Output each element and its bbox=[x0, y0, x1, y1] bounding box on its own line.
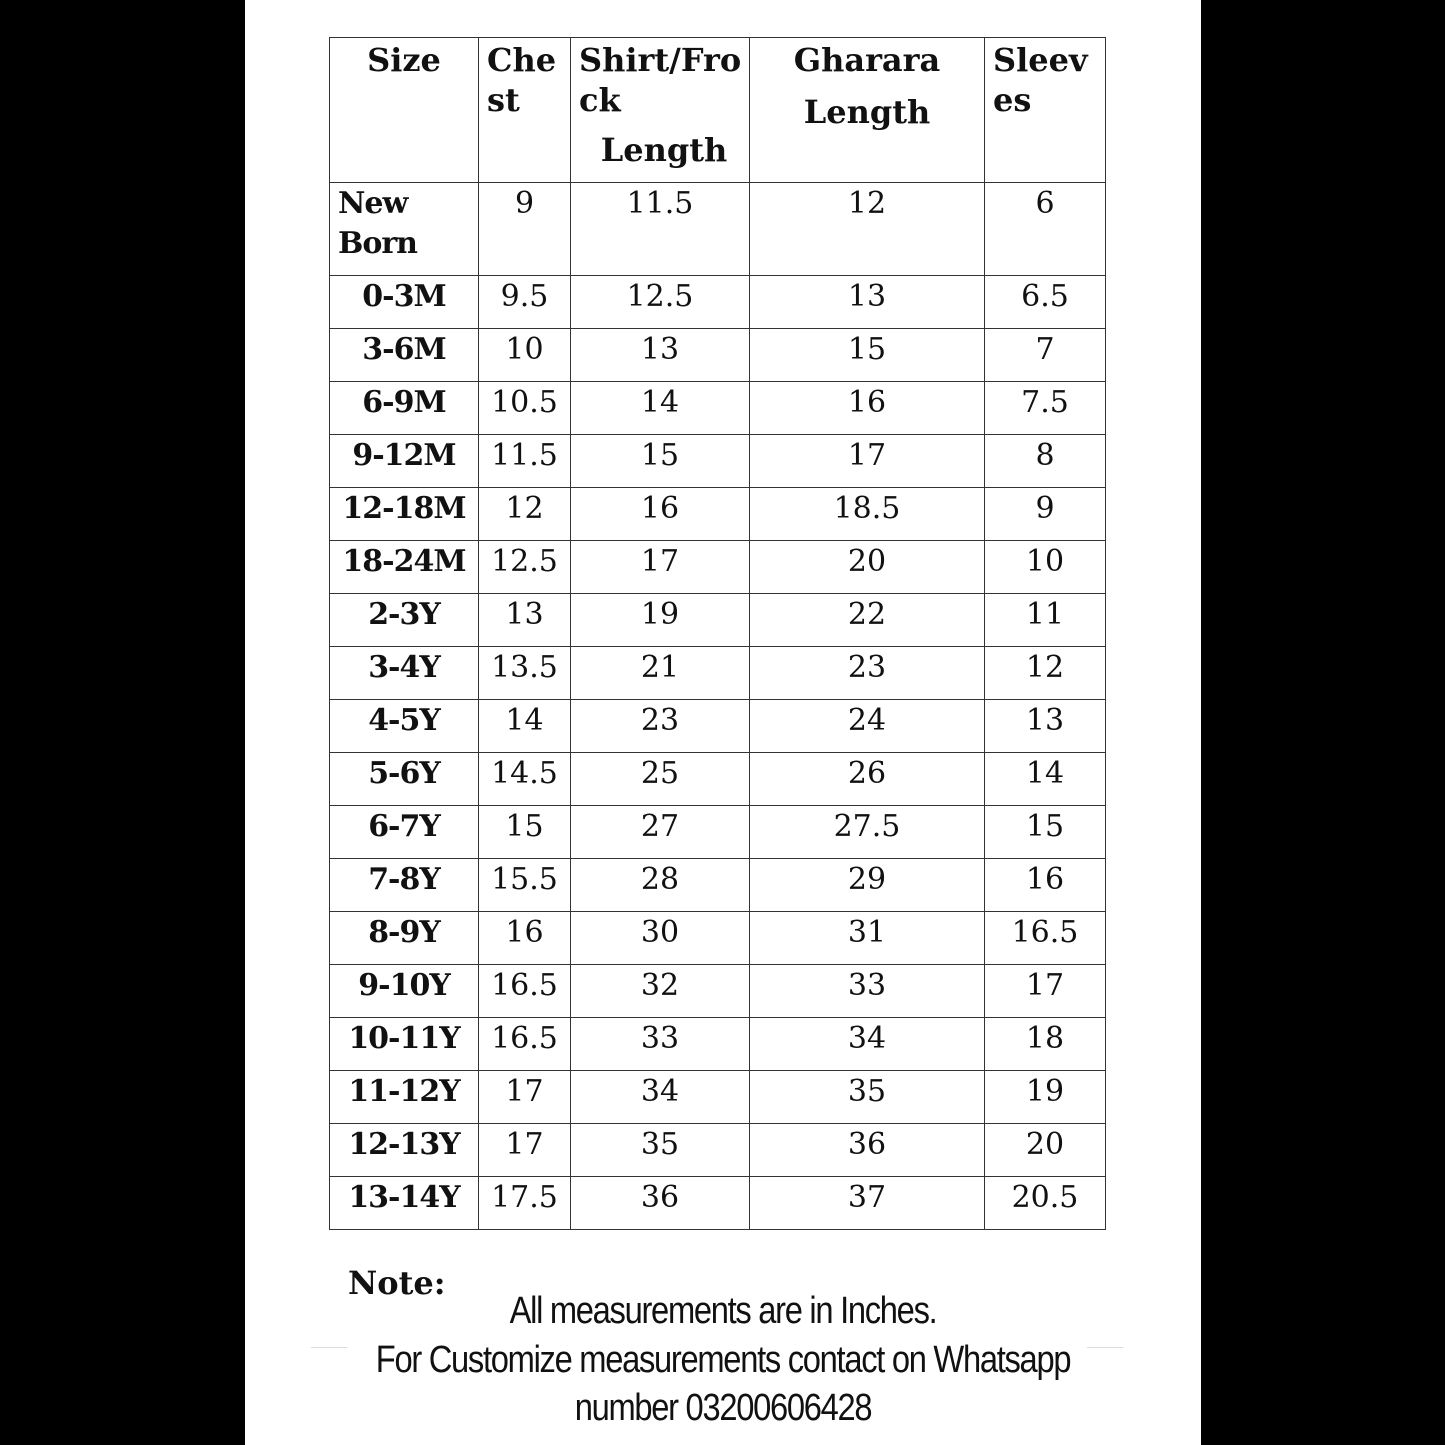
sleeves-cell: 20 bbox=[985, 1124, 1106, 1177]
sleeves-cell: 9 bbox=[985, 488, 1106, 541]
gharara-length-cell: 29 bbox=[750, 859, 985, 912]
chest-cell: 12.5 bbox=[479, 541, 571, 594]
note-line-units: All measurements are in Inches. bbox=[509, 1290, 937, 1332]
table-row bbox=[330, 859, 1106, 912]
chest-cell: 17 bbox=[479, 1124, 571, 1177]
size-cell: 8-9Y bbox=[330, 912, 479, 965]
gharara-length-cell: 26 bbox=[750, 753, 985, 806]
chest-cell: 15 bbox=[479, 806, 571, 859]
table-row bbox=[330, 965, 1106, 1018]
sleeves-cell: 15 bbox=[985, 806, 1106, 859]
sleeves-cell: 11 bbox=[985, 594, 1106, 647]
sleeves-cell: 8 bbox=[985, 435, 1106, 488]
gharara-length-cell: 27.5 bbox=[750, 806, 985, 859]
chest-cell: 17.5 bbox=[479, 1177, 571, 1230]
table-row bbox=[330, 1177, 1106, 1230]
shirt-length-cell: 28 bbox=[571, 859, 750, 912]
size-cell: 9-12M bbox=[330, 435, 479, 488]
sleeves-cell: 16 bbox=[985, 859, 1106, 912]
chest-cell: 17 bbox=[479, 1071, 571, 1124]
shirt-length-cell: 36 bbox=[571, 1177, 750, 1230]
table-row bbox=[330, 488, 1106, 541]
table-row bbox=[330, 700, 1106, 753]
size-cell: 6-7Y bbox=[330, 806, 479, 859]
chest-cell: 15.5 bbox=[479, 859, 571, 912]
size-cell: 12-18M bbox=[330, 488, 479, 541]
table-row bbox=[330, 912, 1106, 965]
chest-cell: 12 bbox=[479, 488, 571, 541]
chest-cell: 13.5 bbox=[479, 647, 571, 700]
size-cell: 4-5Y bbox=[330, 700, 479, 753]
sleeves-cell: 12 bbox=[985, 647, 1106, 700]
shirt-length-cell: 30 bbox=[571, 912, 750, 965]
shirt-length-cell: 35 bbox=[571, 1124, 750, 1177]
shirt-length-cell: 32 bbox=[571, 965, 750, 1018]
table-row bbox=[330, 753, 1106, 806]
sleeves-cell: 18 bbox=[985, 1018, 1106, 1071]
shirt-length-cell: 27 bbox=[571, 806, 750, 859]
table-row bbox=[330, 806, 1106, 859]
size-cell: 9-10Y bbox=[330, 965, 479, 1018]
chest-cell: 9.5 bbox=[479, 276, 571, 329]
chest-cell: 10.5 bbox=[479, 382, 571, 435]
size-cell: 13-14Y bbox=[330, 1177, 479, 1230]
chest-cell: 16.5 bbox=[479, 1018, 571, 1071]
shirt-length-cell: 15 bbox=[571, 435, 750, 488]
shirt-length-cell: 33 bbox=[571, 1018, 750, 1071]
sleeves-cell: 19 bbox=[985, 1071, 1106, 1124]
gharara-length-cell: 12 bbox=[750, 183, 985, 276]
sleeves-cell: 17 bbox=[985, 965, 1106, 1018]
sleeves-cell: 7 bbox=[985, 329, 1106, 382]
size-cell: 7-8Y bbox=[330, 859, 479, 912]
note-line-customize: For Customize measurements contact on Whatsapp bbox=[375, 1339, 1071, 1381]
shirt-length-cell: 34 bbox=[571, 1071, 750, 1124]
table-row bbox=[330, 276, 1106, 329]
table-row bbox=[330, 594, 1106, 647]
chest-cell: 11.5 bbox=[479, 435, 571, 488]
gharara-length-cell: 15 bbox=[750, 329, 985, 382]
sleeves-cell: 13 bbox=[985, 700, 1106, 753]
size-cell: 3-4Y bbox=[330, 647, 479, 700]
header-sleeves: Sleeves bbox=[985, 38, 1106, 183]
gharara-length-cell: 16 bbox=[750, 382, 985, 435]
table-row bbox=[330, 1124, 1106, 1177]
size-cell: 0-3M bbox=[330, 276, 479, 329]
shirt-length-cell: 21 bbox=[571, 647, 750, 700]
gharara-length-cell: 34 bbox=[750, 1018, 985, 1071]
table-row bbox=[330, 1071, 1106, 1124]
shirt-length-cell: 17 bbox=[571, 541, 750, 594]
gharara-length-cell: 35 bbox=[750, 1071, 985, 1124]
chest-cell: 14.5 bbox=[479, 753, 571, 806]
shirt-length-cell: 12.5 bbox=[571, 276, 750, 329]
sleeves-cell: 14 bbox=[985, 753, 1106, 806]
gharara-length-cell: 23 bbox=[750, 647, 985, 700]
gharara-length-cell: 20 bbox=[750, 541, 985, 594]
size-cell: 3-6M bbox=[330, 329, 479, 382]
shirt-length-cell: 19 bbox=[571, 594, 750, 647]
size-cell: 12-13Y bbox=[330, 1124, 479, 1177]
sleeves-cell: 10 bbox=[985, 541, 1106, 594]
gharara-length-cell: 37 bbox=[750, 1177, 985, 1230]
size-cell: 2-3Y bbox=[330, 594, 479, 647]
chest-cell: 10 bbox=[479, 329, 571, 382]
header-chest: Chest bbox=[479, 38, 571, 183]
sleeves-cell: 6.5 bbox=[985, 276, 1106, 329]
table-row bbox=[330, 382, 1106, 435]
note-line-whatsapp-number: number 03200606428 bbox=[574, 1387, 872, 1429]
size-cell: 5-6Y bbox=[330, 753, 479, 806]
table-row bbox=[330, 647, 1106, 700]
shirt-length-cell: 25 bbox=[571, 753, 750, 806]
shirt-length-cell: 23 bbox=[571, 700, 750, 753]
shirt-length-cell: 16 bbox=[571, 488, 750, 541]
sleeves-cell: 16.5 bbox=[985, 912, 1106, 965]
shirt-length-cell: 13 bbox=[571, 329, 750, 382]
chest-cell: 9 bbox=[479, 183, 571, 276]
chest-cell: 14 bbox=[479, 700, 571, 753]
gharara-length-cell: 36 bbox=[750, 1124, 985, 1177]
size-cell: 6-9M bbox=[330, 382, 479, 435]
sleeves-cell: 7.5 bbox=[985, 382, 1106, 435]
gharara-length-cell: 17 bbox=[750, 435, 985, 488]
sleeves-cell: 20.5 bbox=[985, 1177, 1106, 1230]
table-row bbox=[330, 183, 1106, 276]
size-chart-table bbox=[329, 37, 1106, 1230]
header-shirt-frock-length: Shirt/Frock Length bbox=[571, 38, 750, 183]
table-header-row bbox=[330, 38, 1106, 183]
gharara-length-cell: 24 bbox=[750, 700, 985, 753]
table-row bbox=[330, 435, 1106, 488]
chest-cell: 16.5 bbox=[479, 965, 571, 1018]
table-body bbox=[330, 183, 1106, 1230]
gharara-length-cell: 22 bbox=[750, 594, 985, 647]
size-cell: New Born bbox=[330, 183, 479, 276]
gharara-length-cell: 18.5 bbox=[750, 488, 985, 541]
gharara-length-cell: 13 bbox=[750, 276, 985, 329]
table-row bbox=[330, 1018, 1106, 1071]
header-size: Size bbox=[330, 38, 479, 183]
shirt-length-cell: 14 bbox=[571, 382, 750, 435]
header-gharara-length: Gharara Length bbox=[750, 38, 985, 183]
sleeves-cell: 6 bbox=[985, 183, 1106, 276]
note-label: Note: bbox=[348, 1264, 446, 1302]
size-cell: 10-11Y bbox=[330, 1018, 479, 1071]
shirt-length-cell: 11.5 bbox=[571, 183, 750, 276]
chest-cell: 13 bbox=[479, 594, 571, 647]
chest-cell: 16 bbox=[479, 912, 571, 965]
size-chart-page bbox=[245, 0, 1201, 1445]
gharara-length-cell: 33 bbox=[750, 965, 985, 1018]
table-row bbox=[330, 541, 1106, 594]
size-cell: 18-24M bbox=[330, 541, 479, 594]
table-row bbox=[330, 329, 1106, 382]
size-cell: 11-12Y bbox=[330, 1071, 479, 1124]
gharara-length-cell: 31 bbox=[750, 912, 985, 965]
